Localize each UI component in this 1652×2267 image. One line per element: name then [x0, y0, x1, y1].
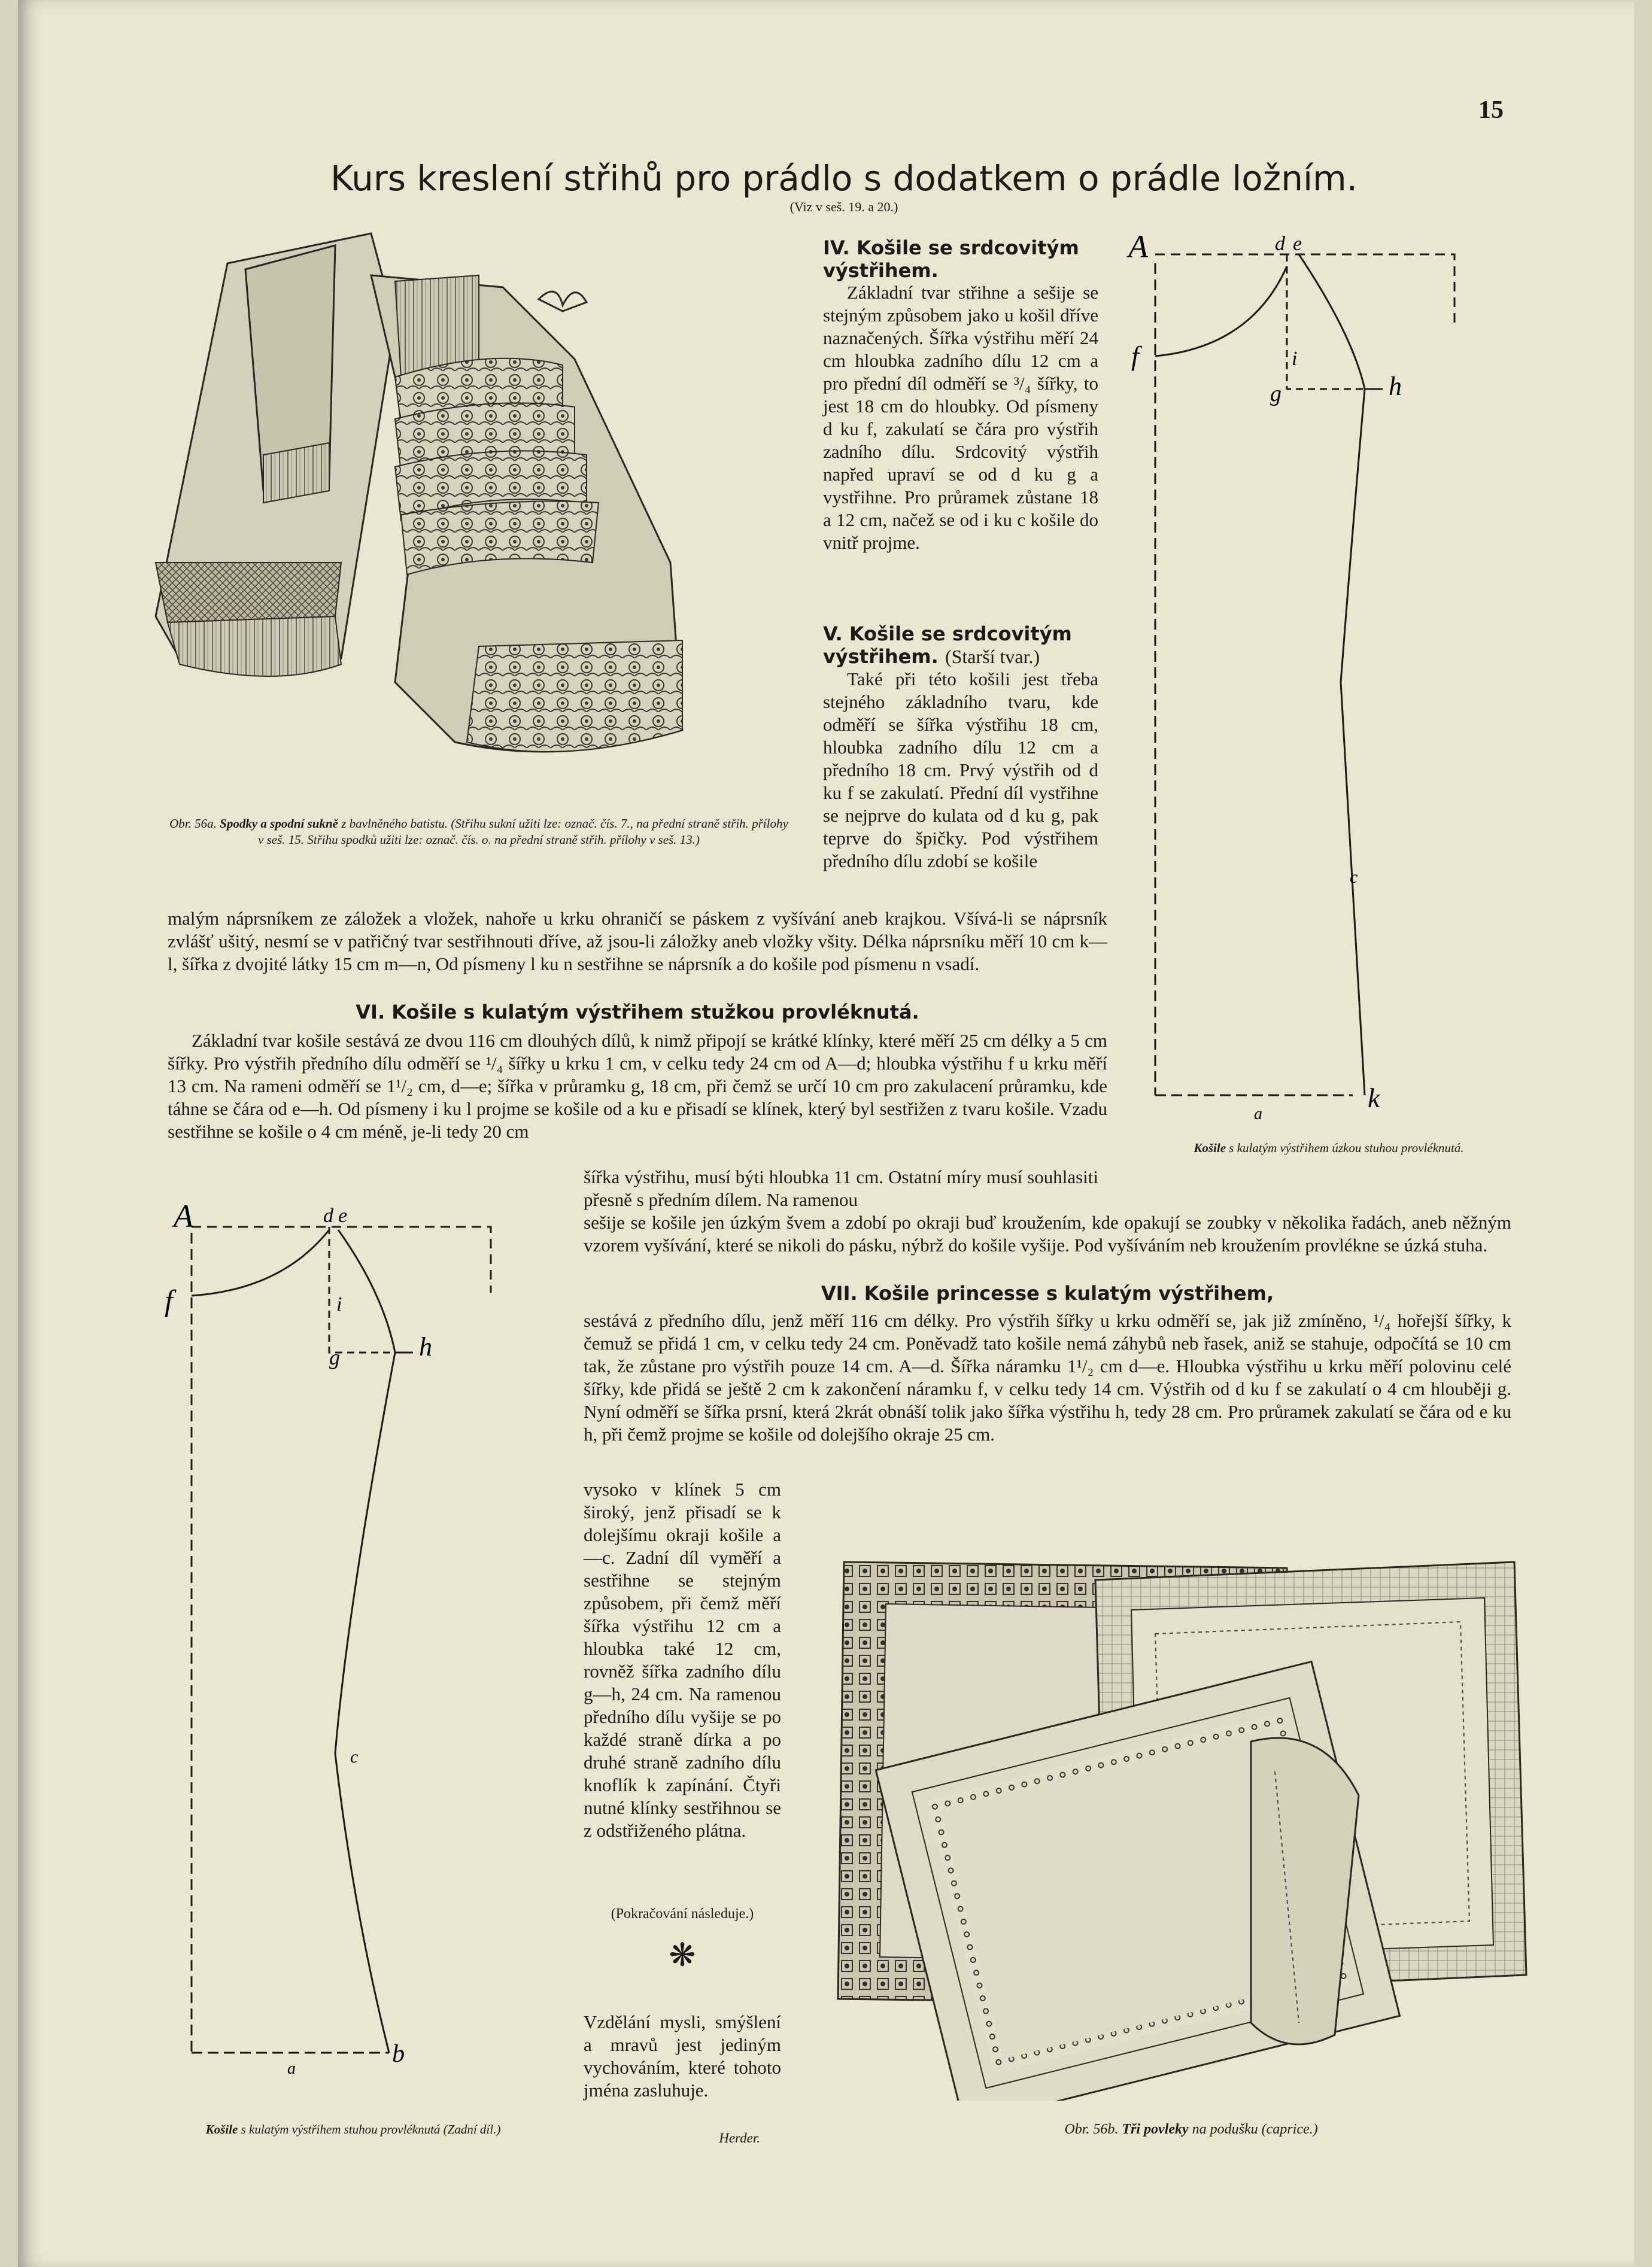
diagram-left-letter-b: b [392, 2040, 405, 2068]
fig56b-caption-title: Tři povleky [1122, 2122, 1189, 2137]
pattern-diagram-right [1113, 227, 1532, 1125]
diagram-right-caption [1143, 1140, 1514, 1156]
quote-text: Vzdělání mysli, smýšlení a mravů jest jediným vychováním, které tohoto jména zasluhuje. [584, 2011, 781, 2101]
quote [584, 2011, 781, 2102]
ornament: ❋ [669, 1937, 696, 1973]
page-subtitle: (Viz v seš. 19. a 20.) [789, 199, 898, 214]
diagram-right-letter-e: e [1293, 233, 1302, 255]
section6-paragraph-wide: Základní tvar košile sestává ze dvou 116 cm dlouhých dílů, k nimž připojí se krátké klínky, které měří 25 cm délky a 5 cm šířky. Pro výstřih předního dílu odměří se ¹/₄ šířky u krku 1 cm, v celku tedy 24 cm od A—d; hloubka výstřihu f u krku měří 13 cm. Na rameni odměří se 1¹/₂ cm, d—e; šířka v průramku g, 18 cm, při čemž se určí 10 cm pro zakulacení průramku, kde táhne se čára od e—h. Od písmeny i ku l projme se košile od a ku e přisadí se klínek, který byl sestřižen z tvaru košile. Vzadu sestřihne se košile o 4 cm méně, je-li tedy 20 cm [168, 1030, 1107, 1142]
diagram-right-letter-h: h [1389, 372, 1402, 401]
diagram-left-letter-g: g [329, 1345, 340, 1369]
section6-heading: VI. Košile s kulatým výstřihem stužkou provléknutá. [356, 1001, 919, 1023]
section4-paragraph: Základní tvar střihne a sešije se stejným způsobem jako u košil dříve naznačených. Šířka výstřihu měří 24 cm hloubka zadního dílu 12 cm a pro přední díl odměří se ³/₄ šířky, to jest 18 cm do hloubky. Od písmeny d ku f, zakulatí se čára pro výstřih zadního dílu. Srdcovitý výstřih napřed upraví se od d ku g a vystřihne. Pro průramek zůstane 18 a 12 cm, načež se od i ku c košile do vnitř projme. [823, 282, 1098, 553]
diagram-left-caption [168, 2122, 539, 2138]
fig56a-caption-number: Obr. 56a. [169, 816, 217, 831]
diagram-left-letter-d: d [323, 1205, 333, 1227]
fig56b-caption-rest: na podušku (caprice.) [1192, 2122, 1318, 2137]
diagram-left-letter-i: i [336, 1293, 342, 1315]
section5-paragraph-wide: malým náprsníkem ze záložek a vložek, nahoře u krku ohraničí se páskem z vyšívání aneb krajkou. Všívá-li se náprsník zvlášť ušitý, nesmí se v patřičný tvar sestřihnouti dříve, až jsou-li záložky aneb vložky všity. Délka náprsníku měří 10 cm k—l, šířka z dvojité látky 15 cm m—n, Od písmeny l ku n sestřihne se náprsník a do košile pod písmenu n vsadí. [168, 908, 1107, 974]
diagram-right-letter-d: d [1275, 233, 1285, 255]
quote-author: Herder. [719, 2131, 760, 2146]
diagram-right-letter-k: k [1368, 1083, 1380, 1113]
diagram-left-letter-a: a [287, 2059, 296, 2078]
diagram-right-letter-c: c [1350, 867, 1358, 887]
page-title: Kurs kreslení střihů pro prádlo s dodatkem o prádle ložním. [330, 158, 1358, 199]
diagram-left-letter-e: e [338, 1205, 348, 1227]
section5-paragraph-narrow: Také při této košili jest třeba stejného základního tvaru, kde odměří se šířka výstřihu 18 cm, hloubka zadního dílu 12 cm a předního 18 cm. Prvý výstřih od d ku f se zakulatí. Přední díl vystřihne se nejprve do kulata od d ku g, pak teprve do špičky. Pod výstřihem předního dílu zdobí se košile [823, 668, 1098, 871]
section7-paragraph-wide: sestává z předního dílu, jenž měří 116 cm délky. Pro výstřih šířky u krku odměří se, jak již zmíněno, ¹/₄ hořejší šířky, k čemuž se přidá 1 cm, v celku tedy 24 cm. Poněvadž tato košile nemá záhybů neb řasek, aniž se stahuje, odpočítá se 10 cm tak, že zůstane pro výstřih pouze 14 cm. A—d. Šířka náramku 1¹/₂ cm d—e. Hloubka výstřihu u krku měří polovinu celé šířky, kde přidá se ještě 2 cm k zakončení náramku f, v celku tedy 14 cm. Výstřih od d ku f se zakulatí o 4 cm hlouběji g. Nyní odměří se šířka prsní, která 2krát obnáší tolik jako šířka výstřihu h, tedy 28 cm. Pro průramek zakulatí se čára od e ku h, při čemž projme se košile od dolejšího okraje 25 cm. [584, 1310, 1511, 1445]
section5-text-wide [168, 907, 1107, 976]
fig56a-illustration [144, 227, 820, 790]
fig56a-caption-title: Spodky a spodní sukně [220, 816, 338, 831]
section5-heading [823, 622, 1104, 668]
section7-heading: VII. Košile princesse s kulatým výstřihem, [821, 1282, 1274, 1305]
fig56a-caption-rest: z bavlněného batistu. (Střihu sukní užiti lze: označ. čís. 7., na přední straně střih. přílohy v seš. 15. Střihu spodků užiti lze: označ. čís. o. na přední straně střih. přílohy v seš. 13.) [258, 816, 788, 847]
diagram-left-letter-f: f [165, 1284, 173, 1317]
section6-paragraph-end: sešije se košile jen úzkým švem a zdobí po okraji buď kroužením, kde opakují se zoubky v několika řadách, aneb něžným vzorem vyšívání, které se nikoli do pásku, nýbrž do košile vyšije. Pod vyšíváním neb kroužením provlékne se úzká stuha. [584, 1212, 1511, 1256]
diagram-right-letter-a: a [1254, 1105, 1262, 1123]
page [18, 0, 1634, 2267]
continued-note: (Pokračování následuje.) [611, 1906, 754, 1922]
diagram-left-letter-A: A [174, 1198, 193, 1234]
section7-text-wide [584, 1309, 1511, 1446]
section5-heading-note: (Starší tvar.) [945, 646, 1040, 667]
section6-paragraph-mid: šířka výstřihu, musí býti hloubka 11 cm. Ostatní míry musí souhlasiti přesně s předním dílem. Na ramenou [584, 1166, 1098, 1210]
section5-text-narrow [823, 668, 1098, 873]
section5-heading-main: V. Košile se srdcovitým výstřihem. [823, 622, 1072, 668]
fig56b-illustration [820, 1544, 1538, 2101]
diagram-right-caption-title: Košile [1194, 1141, 1226, 1155]
page-number: 15 [1478, 96, 1504, 124]
diagram-left-caption-rest: s kulatým výstřihem stuhou provléknutá (Zadní díl.) [241, 2122, 501, 2137]
diagram-right-letter-A: A [1128, 229, 1148, 265]
section6-text-wide [168, 1029, 1107, 1143]
diagram-right-caption-rest: s kulatým výstřihem úzkou stuhou provléknutá. [1229, 1141, 1464, 1155]
diagram-left-caption-title: Košile [205, 2122, 238, 2137]
section6-text-end [584, 1211, 1511, 1257]
section6-text-mid [584, 1166, 1098, 1211]
pattern-diagram-left [156, 1191, 575, 2095]
section7-paragraph-narrow: vysoko v klínek 5 cm široký, jenž přisadí se k dolejšímu okraji košile a—c. Zadní díl vyměří a sestřihne se stejným způsobem, při čemž měří šířka výstřihu 12 cm a hloubka také 12 cm, rovněž šířka zadního dílu g—h, 24 cm. Na ramenou předního dílu vyšije se po každé straně dírka a po druhé straně zadního dílu knoflík k zapínání. Čtyři nutné klínky sestřihnou se z odstřiženého plátna. [584, 1479, 781, 1841]
section4-text [823, 281, 1098, 554]
section4-heading: IV. Košile se srdcovitým výstřihem. [823, 236, 1079, 282]
diagram-right-letter-f: f [1131, 341, 1139, 371]
fig56a-caption [168, 816, 790, 848]
diagram-left-letter-c: c [350, 1747, 359, 1767]
diagram-left-letter-h: h [419, 1332, 432, 1362]
fig56b-caption [952, 2122, 1431, 2138]
diagram-right-letter-g: g [1270, 381, 1281, 406]
diagram-right-letter-i: i [1292, 348, 1298, 370]
fig56b-caption-number: Obr. 56b. [1064, 2122, 1119, 2137]
section7-text-narrow [584, 1478, 781, 1842]
